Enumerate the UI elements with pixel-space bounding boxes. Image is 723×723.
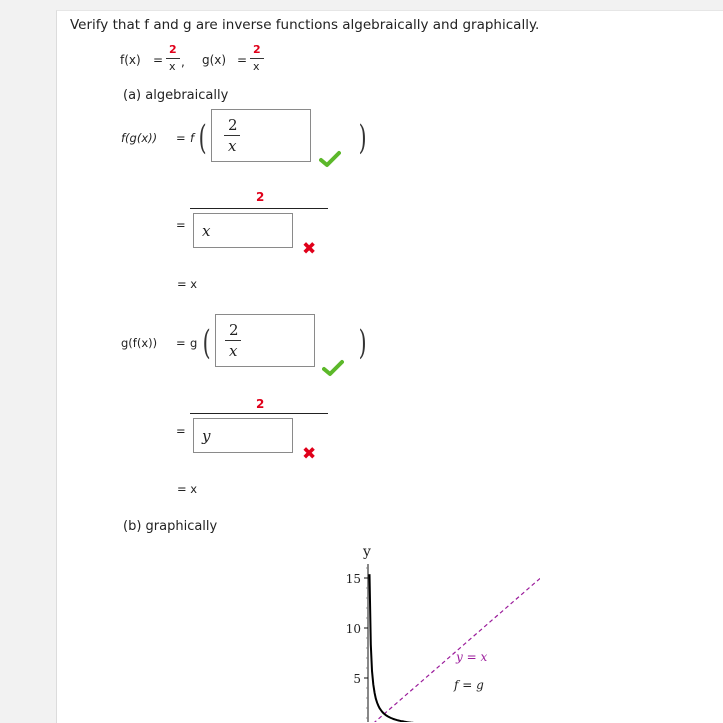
fg-step2-equals: = (176, 218, 186, 232)
identity-line-series (368, 573, 540, 722)
fg-correct-check-icon (319, 150, 341, 168)
g-definition-denominator: x (253, 60, 260, 73)
y-axis-label: y (363, 544, 371, 560)
gf-correct-check-icon (322, 359, 344, 377)
fg-close-paren: ) (358, 118, 367, 158)
gf-step2-denominator-value: y (202, 427, 211, 445)
fg-step2-incorrect-icon: ✖ (302, 239, 317, 259)
fg-outer-function: f (190, 131, 195, 145)
fg-equals: = (176, 131, 186, 145)
y-tick-label: 5 (353, 672, 361, 686)
g-definition-lhs: g(x) (202, 53, 227, 67)
fg-input-fraction-bar (224, 135, 240, 136)
gf-open-paren: ( (202, 323, 211, 363)
f-definition-equals: = (153, 53, 164, 67)
f-definition-denominator: x (169, 60, 176, 73)
gf-input-denominator: x (229, 342, 238, 360)
fg-input-denominator: x (228, 137, 237, 155)
y-tick-label: 15 (345, 572, 361, 586)
fg-open-paren: ( (198, 118, 207, 158)
gf-result: = x (177, 482, 198, 496)
gf-input-numerator: 2 (229, 321, 239, 339)
y-tick-label: 10 (345, 622, 361, 636)
identity-line-label: y = x (456, 650, 488, 664)
gf-close-paren: ) (358, 323, 367, 363)
fg-lhs: f(g(x)) (121, 131, 158, 145)
fg-step2-denominator-input[interactable] (193, 213, 293, 248)
gf-outer-function: g (190, 336, 198, 350)
g-definition-equals: = (237, 53, 248, 67)
g-definition-numerator: 2 (253, 43, 261, 56)
inverse-graph (330, 540, 540, 722)
f-equals-g-curve (370, 574, 541, 722)
fg-answer-input[interactable] (211, 109, 311, 162)
fg-step2-denominator-value: x (202, 222, 211, 240)
f-definition-lhs: f(x) (120, 53, 141, 67)
fg-step2-fraction-bar (190, 208, 328, 209)
gf-step2-incorrect-icon: ✖ (302, 444, 317, 464)
gf-equals: = (176, 336, 186, 350)
gf-step2-denominator-input[interactable] (193, 418, 293, 453)
part-b-label: (b) graphically (123, 519, 218, 534)
gf-step2-numerator: 2 (256, 397, 265, 411)
definition-comma: , (181, 55, 185, 69)
fg-step2-numerator: 2 (256, 190, 265, 204)
f-definition-fraction-bar (166, 58, 180, 59)
gf-lhs: g(f(x)) (121, 336, 158, 350)
gf-answer-input[interactable] (215, 314, 315, 367)
fg-result: = x (177, 277, 198, 291)
fg-input-numerator: 2 (228, 116, 238, 134)
problem-prompt: Verify that f and g are inverse functions algebraically and graphically. (70, 17, 540, 33)
f-definition-numerator: 2 (169, 43, 177, 56)
part-a-label: (a) algebraically (123, 88, 229, 103)
gf-step2-equals: = (176, 424, 186, 438)
gf-step2-fraction-bar (190, 413, 328, 414)
curve-label: f = g (454, 678, 484, 692)
gf-input-fraction-bar (225, 340, 241, 341)
g-definition-fraction-bar (250, 58, 264, 59)
